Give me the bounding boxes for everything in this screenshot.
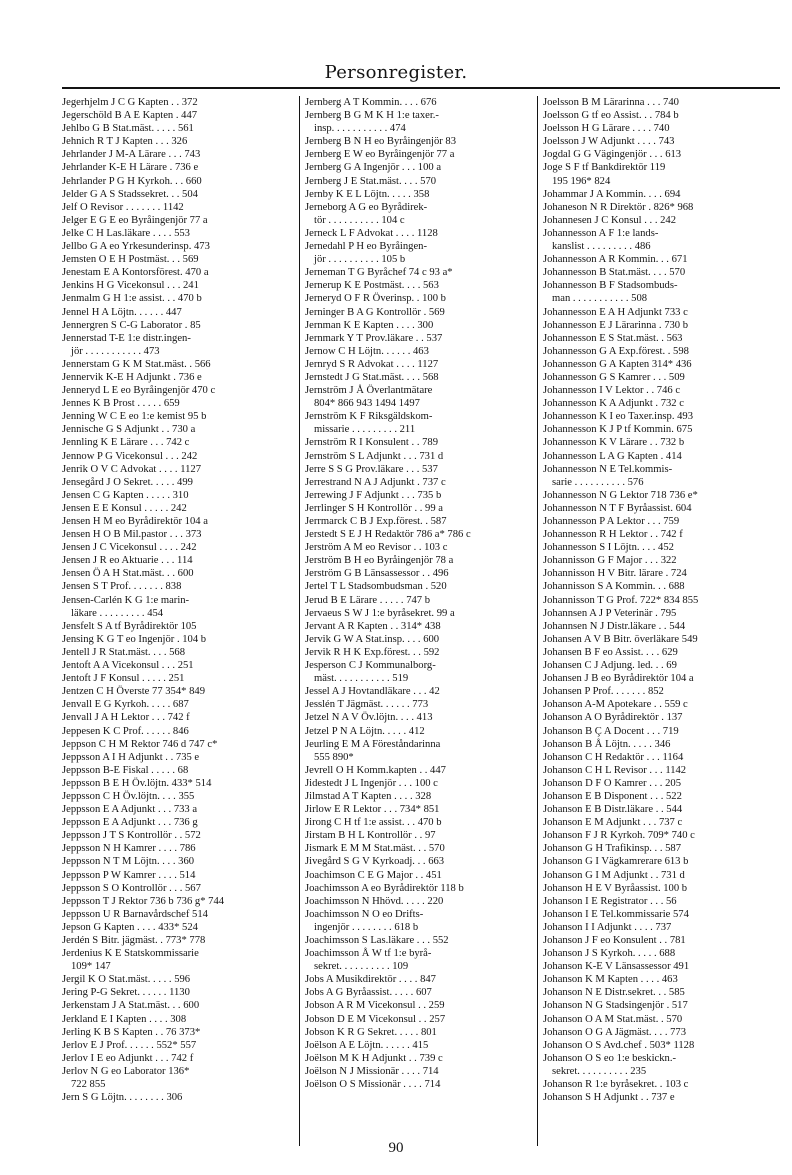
register-entry: Joëlson M K H Adjunkt . . 739 c [305,1052,443,1064]
register-entry: Johannesson L A G Kapten . 414 [543,450,682,462]
register-entry: Jelger E G E eo Byråingenjör 77 a [62,214,208,226]
register-entry: Jensen C G Kapten . . . . . 310 [62,489,189,501]
register-entry: sarie . . . . . . . . . . 576 [552,476,644,488]
register-entry: Johannesson I V Lektor . . 746 c [543,385,681,397]
register-entry: Jobs A Musikdirektör . . . . 847 [305,974,436,986]
register-entry: Johansen J B eo Byrådirektör 104 a [543,673,694,685]
register-entry: mäst. . . . . . . . . . . 519 [314,673,409,685]
register-entry: Jerlov N G eo Laborator 136* [62,1065,190,1077]
register-entry: Jensen J C Vicekonsul . . . . 242 [62,542,197,554]
register-entry: Johanson G H Trafikinsp. . . 587 [543,843,682,855]
register-entry: Jenning W C E eo 1:e kemist 95 b [62,411,207,423]
register-entry: Jirlow E R Lektor . . . 734* 851 [305,804,440,816]
register-entry: Jergil K O Stat.mäst. . . . . 596 [62,974,191,986]
register-entry: Jerling K B S Kapten . . 76 373* [62,1026,201,1038]
register-entry: Jidestedt J L Ingenjör . . . 100 c [305,777,438,789]
register-entry: Jegerschöld B A E Kapten . 447 [62,110,198,122]
register-entry: Joelsson H G Lärare . . . . 740 [543,123,670,135]
register-entry: Johannisson G F Major . . . 322 [543,555,677,567]
register-entry: Jellbo G A eo Yrkesunderinsp. 473 [62,241,210,253]
register-entry: Jervik R H K Exp.förest. . . 592 [305,646,440,658]
register-entry: Jeppsson T J Rektor 736 b 736 g* 744 [62,895,225,907]
register-entry: Jensen E E Konsul . . . . . 242 [62,502,187,514]
register-entry: Jernby K E L Löjtn. . . . . 358 [305,188,430,200]
register-entry: Jensegård J O Sekret. . . . . 499 [62,476,193,488]
register-entry: Jelke C H Las.läkare . . . . 553 [62,227,190,239]
register-entry: Jenestam E A Kontorsförest. 470 a [62,267,209,279]
register-entry: Jervaeus S W J 1:e byråsekret. 99 a [305,607,455,619]
register-entry: Jernberg G A Ingenjör . . . 100 a [305,162,442,174]
register-entry: Johannesson S I Löjtn. . . . 452 [543,542,674,554]
register-entry: Jennling K E Lärare . . . 742 c [62,437,190,449]
register-entry: Jernström R I Konsulent . . 789 [305,437,439,449]
register-entry: 722 855 [71,1079,106,1091]
register-entry: Jern S G Löjtn. . . . . . . . 306 [62,1092,183,1104]
register-entry: Jertel T L Stadsombudsman . 520 [305,581,447,593]
register-entry: Johanson I E Tel.kommissarie 574 [543,908,689,920]
register-entry: Johanson N G Stadsingenjör . 517 [543,1000,688,1012]
register-entry: 195 196* 824 [552,175,611,187]
register-entry: Joëlson A E Löjtn. . . . . . 415 [305,1039,429,1051]
register-entry: Jobs A G Byråassist. . . . . 607 [305,987,432,999]
register-entry: Jernberg B G M K H 1:e taxer.- [305,110,439,122]
register-entry: Johanson O G A Jägmäst. . . . 773 [543,1026,687,1038]
register-entry: Jevrell O H Komm.kapten . . 447 [305,764,446,776]
register-entry: Jerlov I E eo Adjunkt . . . 742 f [62,1052,194,1064]
register-entry: Johansen A V B Bitr. överläkare 549 [543,633,698,645]
register-entry: Jetzel N A V Öv.löjtn. . . . 413 [305,712,433,724]
register-entry: Jerkenstam J A Stat.mäst. . . 600 [62,1000,200,1012]
register-entry: Johanson E B Disponent . . . 522 [543,790,682,802]
register-entry: Joge S F tf Bankdirektör 119 [543,162,666,174]
register-entry: Jennes K B Prost . . . . . 659 [62,398,180,410]
register-entry: Jernberg B N H eo Byråingenjör 83 [305,136,457,148]
register-entry: Johannesson P A Lektor . . . 759 [543,516,680,527]
register-entry: Johanson I E Registrator . . . 56 [543,895,677,907]
register-entry: Jismark E M M Stat.mäst. . . 570 [305,843,445,855]
register-entry: Johannesson N T F Byråassist. 604 [543,502,692,514]
register-entry: Jenrik O V C Advokat . . . . 1127 [62,463,201,475]
register-entry: Jetzel P N A Löjtn. . . . . 412 [305,725,425,737]
register-entry: Jerström G B Länsassessor . . 496 [305,568,449,580]
register-entry: Jobson A R M Vicekonsul . . 259 [305,1000,445,1012]
register-entry: Jerström B H eo Byråingenjör 78 a [305,555,454,567]
register-entry: Jehrlander K-E H Lärare . 736 e [62,162,199,174]
register-entry: kanslist . . . . . . . . . 486 [552,241,651,253]
register-entry: Jentzen C H Överste 77 354* 849 [62,686,205,698]
register-entry: Jernedahl P H eo Byråingen- [305,241,427,253]
register-entry: missarie . . . . . . . . . 211 [314,424,416,436]
register-entry: Jennerstam G K M Stat.mäst. . 566 [62,358,211,370]
register-entry: Jerlov E J Prof. . . . . . 552* 557 [62,1039,197,1051]
register-entry: Joelsson B M Lärarinna . . . 740 [543,97,679,108]
register-entry: Jirong C H tf 1:e assist. . . 470 b [305,817,442,829]
register-entry: Jeppsson B-E Fiskal . . . . . 68 [62,764,189,776]
register-entry: Jerrewing J F Adjunkt . . . 735 b [305,489,442,501]
register-entry: Johanson G I M Adjunkt . . 731 d [543,869,685,881]
register-entry: Jessel A J Hovtandläkare . . . 42 [305,686,440,698]
register-entry: Joëlson N J Missionär . . . . 714 [305,1065,439,1077]
register-entry: Jernberg E W eo Byråingenjör 77 a [305,149,455,161]
register-entry: Johanson A O Byrådirektör . 137 [543,712,683,724]
register-entry: Johanson D F O Kamrer . . . 205 [543,777,681,789]
register-entry: Jernström J Å Överlantmätare [305,385,433,397]
register-entry: Joachimsson S Las.läkare . . . 552 [305,935,449,946]
register-entry: Johannsen A J P Veterinär . 795 [543,607,677,619]
register-entry: Johanson H E V Byråassist. 100 b [543,882,688,894]
register-entry: Joachimsson N Hhövd. . . . . 220 [305,895,444,907]
register-entry: Jensen Ö A H Stat.mäst. . . 600 [62,568,194,580]
register-entry: Johansen P Prof. . . . . . . 852 [543,686,664,698]
register-entry: Johannesson K V Lärare . . 732 b [543,437,685,449]
register-entry: Jirstam B H L Kontrollör . . 97 [305,830,436,842]
register-entry: Jensen J R eo Aktuarie . . . 114 [62,555,193,567]
page-title: Personregister. [324,62,468,83]
register-entry: Johanson N E Distr.sekret. . . 585 [543,987,685,999]
register-entry: Jerrestrand N A J Adjunkt . 737 c [305,476,446,488]
register-entry: Jeppsson J T S Kontrollör . . 572 [62,830,201,842]
register-entry: Johannsen N J Distr.läkare . . 544 [543,620,686,632]
register-entry: Jeppesen K C Prof. . . . . . 846 [62,725,189,737]
register-entry: Johanson C H Redaktör . . . 1164 [543,751,684,763]
register-entry: Jeppsson A I H Adjunkt . . 735 e [62,751,200,763]
register-entry: Jehnich R T J Kapten . . . 326 [62,136,188,148]
register-entry: Jerneman T G Byråchef 74 c 93 a* [305,267,453,279]
register-entry: Johanson G I Vägkamrerare 613 b [543,856,689,868]
register-entry: Johanson J F eo Konsulent . . 781 [543,935,686,946]
register-entry: Johannesson G S Kamrer . . . 509 [543,371,685,383]
register-entry: Jegerhjelm J C G Kapten . . 372 [62,97,198,108]
register-entry: man . . . . . . . . . . . 508 [552,293,648,305]
register-entry: Jenneryd L E eo Byråingenjör 470 c [62,385,216,397]
register-entry: Jentoft J F Konsul . . . . . 251 [62,673,185,685]
register-entry: Johannesson K A Adjunkt . 732 c [543,398,684,410]
register-entry: Jentoft A A Vicekonsul . . . 251 [62,660,194,672]
register-entry: Jentell J R Stat.mäst. . . . 568 [62,646,186,658]
register-entry: sekret. . . . . . . . . . 109 [314,961,409,973]
register-entry: Johannesson K J P tf Kommin. 675 [543,424,693,436]
register-entry: Jeppsson E A Adjunkt . . . 736 g [62,817,198,829]
register-entry: Jepson G Kapten . . . . 433* 524 [62,921,198,933]
register-entry: Jernman K E Kapten . . . . 300 [305,319,434,331]
register-entry: Jogdal G G Vägingenjör . . . 613 [543,149,682,161]
register-entry: Jobson K R G Sekret. . . . . 801 [305,1026,437,1038]
register-entry: Johannesson G A Exp.förest. . 598 [543,345,689,357]
register-entry: Jerneck L F Advokat . . . . 1128 [305,227,438,239]
register-entry: Joachimson C E G Major . . 451 [305,869,442,881]
register-entry: insp. . . . . . . . . . . 474 [314,123,406,135]
register-entry: Johanson O S eo 1:e beskickn.- [543,1052,676,1064]
register-entry: Johanson O S Avd.chef . 503* 1128 [543,1039,695,1051]
register-entry: Jesperson C J Kommunalborg- [305,660,436,672]
register-entry: Johannesson B Stat.mäst. . . . 570 [543,267,686,279]
register-entry: Jensen-Carlén K G 1:e marin- [62,594,190,606]
register-entry: Johanson K M Kapten . . . . 463 [543,974,678,986]
register-entry: Jerdenius K E Statskommissarie [62,948,199,960]
register-entry: Jeppsson E A Adjunkt . . . 733 a [62,804,198,816]
register-entry: Johanson S H Adjunkt . . 737 e [543,1092,675,1104]
register-entry: Jennergren S C-G Laborator . 85 [62,319,201,331]
register-entry: Jernstedt J G Stat.mäst. . . . 568 [305,371,439,383]
register-entry: Joelsson G tf eo Assist. . . 784 b [543,110,679,122]
register-entry: Johannesson N E Tel.kommis- [543,463,673,475]
register-entry: Jerrmarck C B J Exp.förest. . 587 [305,516,447,527]
register-entry: Jehlbo G B Stat.mäst. . . . . 561 [62,123,194,135]
register-entry: 555 890* [314,751,354,763]
register-entry: Johannesson E A H Adjunkt 733 c [543,306,688,318]
register-entry: Jennow P G Vicekonsul . . . 242 [62,450,198,462]
register-entry: Johannesson N G Lektor 718 736 e* [543,489,698,501]
register-entry: Jemsten O E H Postmäst. . . 569 [62,254,199,266]
register-entry: Jelf O Revisor . . . . . . . 1142 [62,201,184,213]
register-entry: Johanson K-E V Länsassessor 491 [543,961,690,973]
register-entry: Jeppsson P W Kamrer . . . . 514 [62,869,196,881]
header-rule [62,87,780,89]
register-entry: Jesslén T Jägmäst. . . . . . 773 [305,699,429,711]
register-entry: Johannesson A F 1:e lands- [543,227,659,239]
register-entry: Johannesen J C Konsul . . . 242 [543,214,677,226]
register-entry: Johanson E M Adjunkt . . . 737 c [543,817,683,829]
register-entry: Jerneryd O F R Överinsp. . 100 b [305,293,446,305]
register-entry: Johanson B Å Löjtn. . . . . 346 [543,738,671,750]
register-entry: Jeppsson S O Kontrollör . . . 567 [62,882,201,894]
register-entry: Jensen S T Prof. . . . . . . 838 [62,581,182,593]
register-entry: Johannesson B F Stadsombuds- [543,280,678,292]
register-entry: Joachimsson A eo Byrådirektör 118 b [305,882,464,894]
register-entry: Johannisson S A Kommin. . . 688 [543,581,685,593]
register-entry: Jernryd S R Advokat . . . . 1127 [305,358,439,370]
register-entry: Jeppsson B E H Öv.löjtn. 433* 514 [62,777,212,789]
register-entry: Jering P-G Sekret. . . . . . 1130 [62,987,190,999]
register-entry: Jernmark Y T Prov.läkare . . 537 [305,332,443,344]
register-entry: Jeppsson C H Öv.löjtn. . . . 355 [62,790,195,802]
register-entry: Jensfelt S A tf Byrådirektör 105 [62,620,197,632]
register-entry: Johannesson K I eo Taxer.insp. 493 [543,411,694,423]
register-entry: 109* 147 [71,961,111,973]
register-entry: Johansen B F eo Assist. . . . 629 [543,646,678,658]
register-entry: Jennische G S Adjunkt . . 730 a [62,424,196,436]
register-entry: Johanson B Ç A Docent . . . 719 [543,725,679,737]
register-entry: sekret. . . . . . . . . . 235 [552,1065,647,1077]
register-entry: Johannesson E J Lärarinna . 730 b [543,319,689,331]
register-entry: Johannisson H V Bitr. lärare . 724 [543,568,687,580]
register-entry: Jernberg J E Stat.mäst. . . . 570 [305,175,437,187]
register-entry: Jerre S S G Prov.läkare . . . 537 [305,463,438,475]
register-entry: Joelsson J W Adjunkt . . . . 743 [543,136,675,148]
register-entry: Johanson F J R Kyrkoh. 709* 740 c [543,830,695,842]
register-entry: Johannesson R H Lektor . . 742 f [543,529,683,541]
register-entry: Jervant A R Kapten . . 314* 438 [305,620,441,632]
register-entry: Jerström A M eo Revisor . . 103 c [305,542,448,554]
register-entry: Jeppson C H M Rektor 746 d 747 c* [62,738,218,750]
register-entry: Jenkins H G Vicekonsul . . . 241 [62,280,199,292]
register-entry: Jernberg A T Kommin. . . . 676 [305,97,437,108]
register-entry: Jenvall J A H Lektor . . . 742 f [62,712,190,724]
register-entry: Jernerup K E Postmäst. . . . 563 [305,280,439,292]
register-entry: Jeppsson N H Kamrer . . . . 786 [62,843,196,855]
register-entry: Johansen C J Adjung. led. . . 69 [543,660,677,672]
register-entry: Johanson I I Adjunkt . . . . 737 [543,921,672,933]
register-entry: 804* 866 943 1494 1497 [314,398,420,410]
register-entry: Jerninger B A G Kontrollör . 569 [305,306,445,318]
register-entry: Jenvall E G Kyrkoh. . . . . 687 [62,699,189,711]
register-entry: Johannesson A R Kommin. . . 671 [543,254,688,266]
register-entry: Jeurling E M A Föreståndarinna [305,738,441,750]
register-entry: Joëlson O S Missionär . . . . 714 [305,1079,441,1091]
register-entry: Jivegård S G V Kyrkoadj. . . 663 [305,856,445,868]
register-entry: Jerneborg A G eo Byrådirek- [305,201,428,213]
register-entry: Jensen H O B Mil.pastor . . . 373 [62,529,202,541]
register-entry: Jerud B E Lärare . . . . . 747 b [305,594,431,606]
register-entry: Jernström S L Adjunkt . . . 731 d [305,450,444,462]
register-entry: Johanson R 1:e byråsekret. . 103 c [543,1079,689,1091]
register-entry: Jerrlinger S H Kontrollör . . 99 a [305,502,443,514]
register-entry: jör . . . . . . . . . . 105 b [314,254,406,266]
register-entry: jör . . . . . . . . . . . 473 [71,345,160,357]
register-entry: Jobson D E M Vicekonsul . . 257 [305,1013,446,1025]
register-entry: Jeppsson N T M Löjtn. . . . 360 [62,856,195,868]
page-number: 90 [388,1140,404,1156]
register-column-3 [537,96,787,1146]
register-entry: Johaneson N R Direktör . 826* 968 [543,201,694,213]
register-entry: Joachimsson Å W tf 1:e byrå- [305,948,432,960]
register-entry: Jenmalm G H 1:e assist. . . 470 b [62,293,202,305]
register-entry: Joachimsson N O eo Drifts- [305,908,424,920]
register-entry: Jensen H M eo Byrådirektör 104 a [62,516,208,527]
register-column-1 [62,96,292,1146]
register-entry: läkare . . . . . . . . . 454 [71,607,164,619]
register-entry: Jennervik K-E H Adjunkt . 736 e [62,371,202,383]
register-entry: Jelder G A S Stadssekret. . . 504 [62,188,198,200]
register-entry: Jerstedt S E J H Redaktör 786 a* 786 c [305,529,471,541]
register-entry: Jilmstad A T Kapten . . . . 328 [305,790,432,802]
register-entry: Jerdén S Bitr. jägmäst. . 773* 778 [62,935,206,946]
register-entry: Jeppsson U R Barnavårdschef 514 [62,908,208,920]
register-entry: Johanson C H L Revisor . . . 1142 [543,764,687,776]
register-column-2 [299,96,538,1146]
register-entry: ingenjör . . . . . . . . 618 b [314,921,419,933]
register-entry: Jervik G W A Stat.insp. . . . 600 [305,633,440,645]
register-entry: tör . . . . . . . . . . 104 c [314,214,405,226]
register-entry: Jerkland E I Kapten . . . . 308 [62,1013,187,1025]
register-entry: Johannesson E S Stat.mäst. . 563 [543,332,683,344]
register-entry: Johannesson G A Kapten 314* 436 [543,358,692,370]
register-entry: Jennel H A Löjtn. . . . . . 447 [62,306,182,318]
register-entry: Johanson A-M Apotekare . . 559 c [543,699,688,711]
register-entry: Jernström K F Riksgäldskom- [305,411,433,423]
register-entry: Johanson O A M Stat.mäst. . 570 [543,1013,683,1025]
register-entry: Johanson J S Kyrkoh. . . . . 688 [543,948,676,960]
register-entry: Jehrlander J M-A Lärare . . . 743 [62,149,201,161]
register-entry: Johanson E B Distr.läkare . . 544 [543,804,683,816]
register-entry: Johannisson T G Prof. 722* 834 855 [543,594,699,606]
register-entry: Jernow C H Löjtn. . . . . . 463 [305,345,429,357]
register-entry: Jensing K G T eo Ingenjör . 104 b [62,633,207,645]
register-entry: Jehrlander P G H Kyrkoh. . . 660 [62,175,202,187]
register-entry: Jennerstad T-E 1:e distr.ingen- [62,332,191,344]
register-entry: Johammar J A Kommin. . . . 694 [543,188,681,200]
